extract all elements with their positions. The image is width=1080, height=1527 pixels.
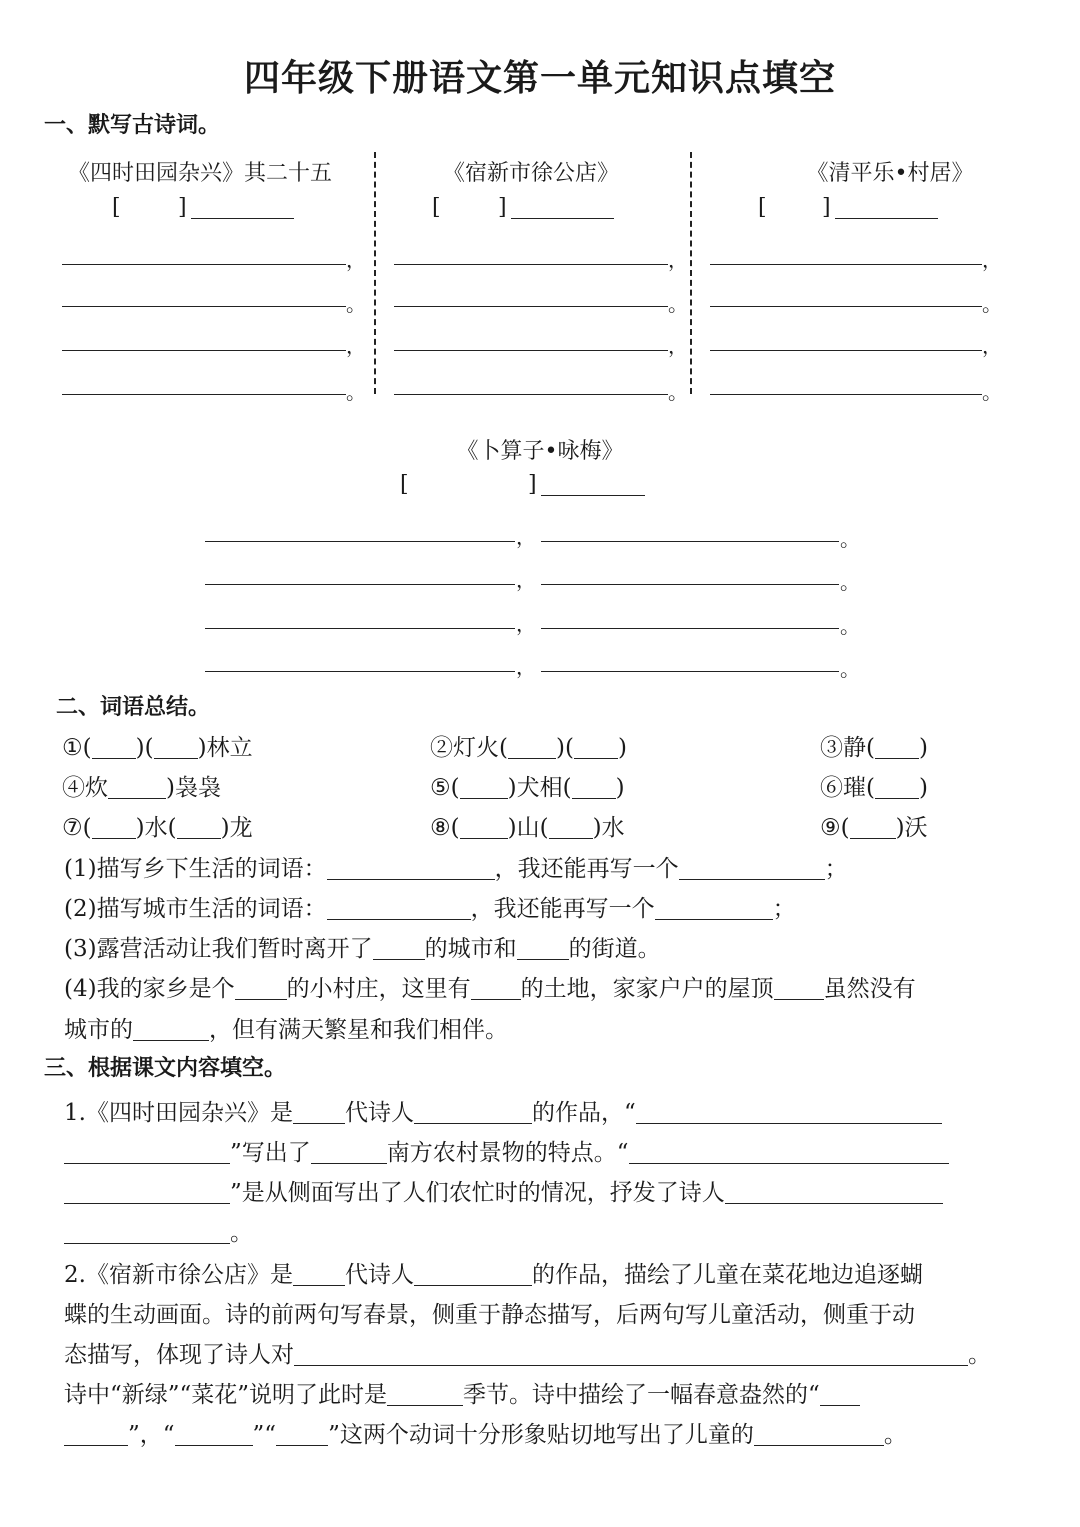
answer-blank[interactable] bbox=[471, 975, 521, 1000]
poem4-line1a-blank[interactable] bbox=[205, 541, 515, 542]
poem1-line2-blank[interactable] bbox=[62, 306, 346, 307]
answer-blank[interactable] bbox=[517, 935, 569, 960]
answer-blank[interactable] bbox=[327, 855, 495, 880]
answer-blank[interactable] bbox=[64, 1219, 230, 1244]
poem2-comma: ， bbox=[668, 248, 688, 272]
poem4-poet-blank[interactable] bbox=[541, 495, 645, 496]
answer-blank[interactable] bbox=[64, 1421, 128, 1446]
poem1-line4-blank[interactable] bbox=[62, 394, 346, 395]
answer-blank[interactable] bbox=[311, 1139, 387, 1164]
poem2-comma: ， bbox=[668, 334, 688, 358]
poem3-comma: ， bbox=[982, 334, 1002, 358]
answer-blank[interactable] bbox=[64, 1179, 230, 1204]
question-4-line1: (4)我的家乡是个 的小村庄，这里有 的土地，家家户户的屋顶 虽然没有 bbox=[64, 976, 916, 1002]
question-4-line2: 城市的 ，但有满天繁星和我们相伴。 bbox=[64, 1017, 508, 1043]
poem4-line3a-blank[interactable] bbox=[205, 628, 515, 629]
answer-blank[interactable] bbox=[293, 1099, 345, 1124]
word-blank[interactable] bbox=[177, 814, 221, 839]
poem2-title: 《宿新市徐公店》 bbox=[442, 161, 619, 186]
poem3-bracket-close: ] bbox=[822, 195, 831, 220]
poem1-period: 。 bbox=[346, 292, 366, 316]
poem4-line1b-blank[interactable] bbox=[541, 541, 839, 542]
answer-blank[interactable] bbox=[276, 1421, 328, 1446]
poem3-period: 。 bbox=[982, 380, 1002, 404]
poem4-comma: ， bbox=[516, 655, 536, 679]
poem3-line3-blank[interactable] bbox=[710, 350, 982, 351]
word-blank[interactable] bbox=[850, 814, 896, 839]
word-item-3: ③静( ) bbox=[820, 735, 928, 761]
poem1-line3-blank[interactable] bbox=[62, 350, 346, 351]
poem4-comma: ， bbox=[516, 612, 536, 636]
answer-blank[interactable] bbox=[636, 1099, 942, 1124]
poem2-poet-blank[interactable] bbox=[511, 218, 614, 219]
para1-line4: 。 bbox=[64, 1214, 253, 1247]
para1-line3: ”是从侧面写出了人们农忙时的情况，抒发了诗人 bbox=[64, 1174, 943, 1207]
poem2-bracket-open: [ bbox=[432, 195, 441, 220]
answer-blank[interactable] bbox=[64, 1139, 230, 1164]
answer-blank[interactable] bbox=[820, 1381, 860, 1406]
para2-line1: 2.《宿新市徐公店》是 代诗人 的作品，描绘了儿童在菜花地边追逐蝴 bbox=[64, 1262, 923, 1288]
poem2-bracket-close: ] bbox=[498, 195, 507, 220]
para2-line2: 蝶的生动画面。诗的前两句写春景，侧重于静态描写，后两句写儿童活动，侧重于动 bbox=[64, 1302, 915, 1328]
word-item-7: ⑦( )水( )龙 bbox=[62, 815, 253, 841]
answer-blank[interactable] bbox=[655, 895, 773, 920]
poem4-line2b-blank[interactable] bbox=[541, 584, 839, 585]
poem3-line2-blank[interactable] bbox=[710, 306, 982, 307]
answer-blank[interactable] bbox=[414, 1261, 532, 1286]
poem1-title: 《四时田园杂兴》其二十五 bbox=[67, 161, 332, 186]
word-item-8: ⑧( )山( )水 bbox=[430, 815, 625, 841]
word-blank[interactable] bbox=[875, 734, 919, 759]
poem4-line2a-blank[interactable] bbox=[205, 584, 515, 585]
answer-blank[interactable] bbox=[294, 1341, 968, 1366]
para2-line4: 诗中“新绿”“菜花”说明了此时是 季节。诗中描绘了一幅春意盎然的“ bbox=[64, 1376, 860, 1409]
poem3-bracket-open: [ bbox=[758, 195, 767, 220]
word-blank[interactable] bbox=[460, 814, 508, 839]
answer-blank[interactable] bbox=[387, 1381, 463, 1406]
word-blank[interactable] bbox=[460, 774, 508, 799]
poem4-line3b-blank[interactable] bbox=[541, 628, 839, 629]
section1-heading: 一、默写古诗词。 bbox=[44, 113, 221, 138]
word-blank[interactable] bbox=[92, 814, 136, 839]
word-blank[interactable] bbox=[574, 734, 618, 759]
question-1: (1)描写乡下生活的词语： ，我还能再写一个 ； bbox=[64, 856, 848, 882]
column-divider bbox=[690, 152, 692, 394]
word-item-4: ④炊 )袅袅 bbox=[62, 775, 221, 801]
para1-line2: ”写出了 南方农村景物的特点。“ bbox=[64, 1134, 949, 1167]
answer-blank[interactable] bbox=[725, 1179, 943, 1204]
poem4-line4a-blank[interactable] bbox=[205, 671, 515, 672]
poem4-period: 。 bbox=[840, 570, 860, 594]
word-item-1: ①( )( )林立 bbox=[62, 735, 253, 761]
poem3-period: 。 bbox=[982, 292, 1002, 316]
poem4-bracket-close: ] bbox=[528, 472, 537, 497]
poem3-line4-blank[interactable] bbox=[710, 394, 982, 395]
poem2-line2-blank[interactable] bbox=[394, 306, 668, 307]
poem1-comma: ， bbox=[346, 248, 366, 272]
poem1-poet-blank[interactable] bbox=[191, 218, 294, 219]
question-2: (2)描写城市生活的词语： ，我还能再写一个 ； bbox=[64, 896, 796, 922]
para2-line3: 态描写，体现了诗人对 。 bbox=[64, 1342, 991, 1368]
word-blank[interactable] bbox=[154, 734, 198, 759]
section3-heading: 三、根据课文内容填空。 bbox=[44, 1056, 287, 1081]
answer-blank[interactable] bbox=[327, 895, 471, 920]
poem2-period: 。 bbox=[668, 292, 688, 316]
poem2-line4-blank[interactable] bbox=[394, 394, 668, 395]
answer-blank[interactable] bbox=[175, 1421, 253, 1446]
poem3-comma: ， bbox=[982, 248, 1002, 272]
poem4-bracket-open: [ bbox=[400, 472, 409, 497]
para1-line1: 1.《四时田园杂兴》是 代诗人 的作品，“ bbox=[64, 1094, 942, 1127]
word-blank[interactable] bbox=[508, 734, 556, 759]
poem1-period: 。 bbox=[346, 380, 366, 404]
poem1-bracket-open: [ bbox=[112, 195, 121, 220]
word-blank[interactable] bbox=[549, 814, 593, 839]
answer-blank[interactable] bbox=[235, 975, 287, 1000]
poem1-comma: ， bbox=[346, 334, 366, 358]
word-item-6: ⑥璀( ) bbox=[820, 775, 928, 801]
word-blank[interactable] bbox=[875, 774, 919, 799]
answer-blank[interactable] bbox=[774, 975, 824, 1000]
answer-blank[interactable] bbox=[629, 1139, 949, 1164]
word-item-9: ⑨( )沃 bbox=[820, 815, 928, 841]
answer-blank[interactable] bbox=[754, 1421, 884, 1446]
poem1-line1-blank[interactable] bbox=[62, 264, 346, 265]
poem4-comma: ， bbox=[516, 568, 536, 592]
answer-blank[interactable] bbox=[373, 935, 425, 960]
poem3-title: 《清平乐•村居》 bbox=[806, 161, 974, 186]
word-blank[interactable] bbox=[92, 734, 136, 759]
poem4-title: 《卜算子•咏梅》 bbox=[456, 439, 624, 464]
poem4-comma: ， bbox=[516, 525, 536, 549]
poem4-period: 。 bbox=[840, 614, 860, 638]
poem3-line1-blank[interactable] bbox=[710, 264, 982, 265]
para2-line5: ”，“ ”“ ”这两个动词十分形象贴切地写出了儿童的 。 bbox=[64, 1416, 907, 1449]
answer-blank[interactable] bbox=[679, 855, 825, 880]
poem4-period: 。 bbox=[840, 527, 860, 551]
word-blank[interactable] bbox=[108, 774, 166, 799]
poem2-period: 。 bbox=[668, 380, 688, 404]
answer-blank[interactable] bbox=[414, 1099, 532, 1124]
word-item-5: ⑤( )犬相( ) bbox=[430, 775, 625, 801]
answer-blank[interactable] bbox=[293, 1261, 345, 1286]
question-3: (3)露营活动让我们暂时离开了 的城市和 的街道。 bbox=[64, 936, 661, 962]
poem4-line4b-blank[interactable] bbox=[541, 671, 839, 672]
answer-blank[interactable] bbox=[133, 1016, 209, 1041]
poem4-period: 。 bbox=[840, 657, 860, 681]
poem2-line1-blank[interactable] bbox=[394, 264, 668, 265]
word-item-2: ②灯火( )( ) bbox=[430, 735, 627, 761]
section2-heading: 二、词语总结。 bbox=[56, 695, 211, 720]
poem3-poet-blank[interactable] bbox=[835, 218, 938, 219]
poem1-bracket-close: ] bbox=[178, 195, 187, 220]
column-divider bbox=[374, 152, 376, 394]
page-title: 四年级下册语文第一单元知识点填空 bbox=[243, 58, 836, 99]
poem2-line3-blank[interactable] bbox=[394, 350, 668, 351]
word-blank[interactable] bbox=[572, 774, 616, 799]
